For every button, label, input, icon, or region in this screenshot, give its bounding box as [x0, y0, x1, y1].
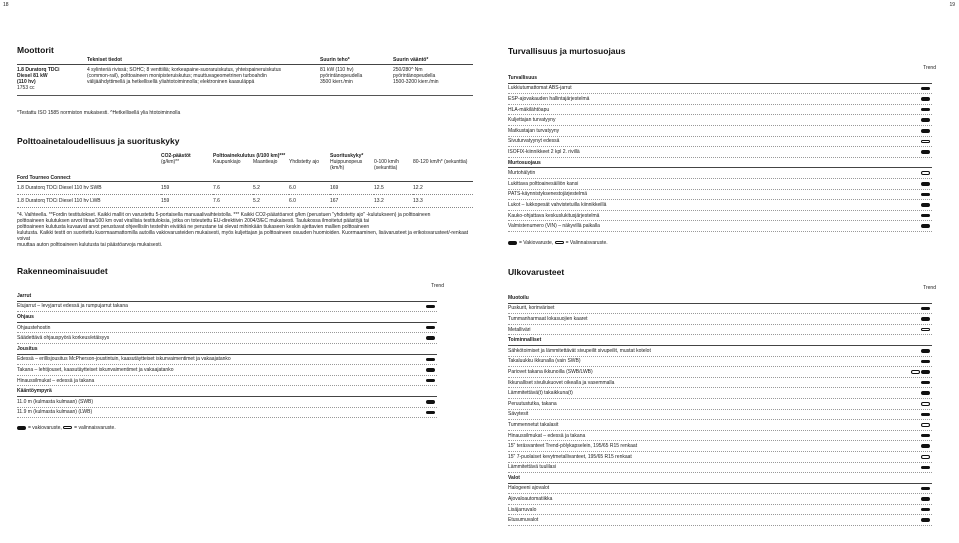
standard-marker-icon — [921, 360, 930, 364]
page-number-left: 18 — [3, 2, 9, 8]
fuel-note-line: *4. Vaihteella. **Fordin testitulokset. Kaikki mallit on varustettu 5-portaisella manuaalivaihteistolla. *** Kaikki CO2-päästöarvot g/km (perustuen "yhdistetty ajo" -kulutukseen) ja polttoaineen — [17, 212, 431, 218]
fuel-row-city: 7.6 — [213, 195, 253, 208]
item-label: Tummanharmaat lokasuojien kaaret — [508, 315, 588, 322]
list-item — [508, 431, 932, 442]
rakenne-list — [17, 291, 437, 418]
standard-marker-icon — [921, 129, 930, 133]
fuel-row-name: 1.8 Duratorq TDCi Diesel 110 hv SWB — [17, 182, 161, 195]
list-group-heading — [508, 73, 932, 84]
item-label: Lukkiutumattomat ABS-jarrut — [508, 85, 572, 92]
table-row — [17, 195, 473, 208]
standard-marker-icon — [921, 150, 930, 154]
item-label: Ohjaustehostin — [17, 324, 51, 331]
fuel-row-co2: 159 — [161, 182, 213, 195]
item-label: Matkustajan turvatyyny — [508, 127, 560, 134]
page-number-right: 19 — [949, 2, 955, 8]
standard-marker-icon — [508, 241, 517, 245]
engine-torque-line: pyörintänopeudella — [393, 73, 436, 79]
engine-name-line: 1.8 Duratorq TDCi — [17, 67, 60, 73]
standard-marker-icon — [921, 413, 930, 417]
item-label: Etusumuvalot — [508, 517, 539, 524]
standard-marker-icon — [921, 444, 930, 448]
list-item — [17, 376, 437, 387]
ulko-trend-label: Trend — [923, 285, 936, 291]
standard-marker-icon — [921, 108, 930, 112]
list-item — [508, 515, 932, 526]
fuel-note-line: polttoaineen kulutuksen arvot litraa/100 km ovat virallisia testituloksia, jotka on toteutettu EU-direktiivin 2004/3/EC mukaisesti. Taulukossa ilmoitetut päästöjä tai — [17, 218, 370, 224]
list-item — [508, 115, 932, 126]
standard-marker-icon — [921, 381, 930, 385]
standard-marker-icon — [921, 224, 930, 228]
item-label: Takana – lehtijouset, kaasutäytteiset iskunvaimentimet ja vakaajatanko — [17, 366, 174, 373]
list-group-heading — [508, 158, 932, 169]
list-item — [508, 494, 932, 505]
list-item — [508, 211, 932, 222]
fuel-row-co2: 159 — [161, 195, 213, 208]
fuel-header-city: Kaupunkiajo — [213, 159, 241, 165]
standard-marker-icon — [426, 368, 435, 372]
fuel-header-midrange: 80-120 km/h* (sekunttia) — [413, 159, 468, 165]
standard-marker-icon — [426, 336, 435, 340]
item-label: Puskurit, korinväriset — [508, 305, 555, 312]
list-group-heading — [508, 293, 932, 304]
item-label: Kauko-ohjattava keskuslukitusjärjestelmä — [508, 212, 600, 219]
list-group-heading — [17, 386, 437, 397]
engine-footnote: *Testattu ISO 1585 normiston mukaisesti. ^Hetkellisellä ylia htotoiminnolla — [17, 110, 181, 116]
standard-marker-icon — [921, 349, 930, 353]
optional-marker-icon — [921, 328, 930, 332]
group-label: Ohjaus — [17, 313, 34, 320]
engine-table — [17, 57, 473, 96]
rakenne-legend-text: = vakiovaruste, = valinnaisvaruste. — [28, 425, 116, 431]
item-label: Halogeeni ajovalot — [508, 485, 550, 492]
standard-marker-icon — [921, 487, 930, 491]
item-label: Sähkötoimiset ja lämmitettävät sivupeilit sivupeilit, mustat kotelot — [508, 347, 651, 354]
standard-marker-icon — [921, 391, 930, 395]
list-item — [508, 399, 932, 410]
engine-torque — [393, 65, 473, 92]
item-label: Peruutustutka, takana — [508, 400, 557, 407]
list-item — [17, 397, 437, 408]
item-label: Takaluukku ikkunalla (vain SWB) — [508, 358, 581, 365]
item-label: Valmistenumero (VIN) – näkyvillä paikalla — [508, 223, 600, 230]
list-item — [508, 84, 932, 95]
list-item — [508, 441, 932, 452]
item-label: Ikkunalliset sivuliukuovet oikealla ja vasemmalla — [508, 379, 615, 386]
item-label: HLA-mäkilähtöapu — [508, 106, 550, 113]
fuel-row-top-speed: 167 — [330, 195, 374, 208]
list-item — [508, 304, 932, 315]
optional-marker-icon — [63, 426, 72, 430]
fuel-row-acceleration: 12.5 — [374, 182, 413, 195]
standard-marker-icon — [426, 400, 435, 404]
list-item — [508, 378, 932, 389]
engine-name — [17, 65, 87, 92]
section-title-turva: Turvallisuus ja murtosuojaus — [508, 46, 626, 56]
list-item — [17, 323, 437, 334]
list-item — [508, 420, 932, 431]
engine-power — [320, 65, 393, 92]
fuel-row-midrange: 12.2 — [413, 182, 473, 195]
optional-marker-icon — [921, 402, 930, 406]
list-item — [508, 200, 932, 211]
standard-marker-icon — [426, 326, 435, 330]
item-label: ESP-ajovakauden hallintajärjestelmä — [508, 95, 590, 102]
standard-and-optional-marker-icon — [911, 370, 930, 374]
engine-tech-line: 4 sylinteriä rivissä; SOHC; 8 venttiiliä; korkeapaine-suoraruiskutus, yhteispaineruiskutus — [87, 67, 281, 73]
list-group-heading — [17, 312, 437, 323]
item-label: Edessä – erillisjousitus McPherson-joustintuin, kaasutäytteiset iskunvaimentimet ja vakaajatanko — [17, 356, 231, 363]
list-item — [508, 325, 932, 336]
list-item — [17, 333, 437, 344]
fuel-header-top-speed: Huippunopeus (km/h) — [330, 159, 363, 171]
engine-torque-line: 1500-3200 kierr./min — [393, 79, 439, 85]
turva-legend-text: = Vakiovaruste, = Valinnaisvaruste. — [519, 240, 608, 246]
item-label: Sivuturvatyynyt edessä — [508, 138, 560, 145]
group-label: Jousitus — [17, 345, 38, 352]
group-label: Muotoilu — [508, 294, 529, 301]
engine-header-blank — [17, 57, 87, 65]
fuel-row-combined: 6.0 — [289, 182, 330, 195]
standard-marker-icon — [426, 358, 435, 362]
engine-tech-line: (common-rail), polttoaineen monipisteruiskutus; muuttuvageometrinen turboahdin — [87, 73, 267, 79]
list-item — [508, 484, 932, 495]
list-group-heading — [508, 335, 932, 346]
list-item — [508, 190, 932, 201]
engine-name-line: Diesel 81 kW — [17, 73, 48, 79]
standard-marker-icon — [921, 97, 930, 101]
rakenne-legend — [17, 425, 116, 431]
optional-marker-icon — [921, 171, 930, 175]
item-label: 15" teräsvanteet Trend-pölykapselein, 195/65 R15 renkaat — [508, 443, 638, 450]
list-item — [508, 314, 932, 325]
fuel-row-name: 1.8 Duratorq TDCi Diesel 110 hv LWB — [17, 195, 161, 208]
standard-marker-icon — [426, 305, 435, 309]
turva-list — [508, 73, 932, 232]
fuel-row-highway: 5.2 — [253, 195, 289, 208]
item-label: Etujarrut – levyjarrut edessä ja rumpujarrut takana — [17, 303, 128, 310]
standard-marker-icon — [921, 518, 930, 522]
item-label: Tummennetut takalasit — [508, 421, 559, 428]
list-item — [508, 388, 932, 399]
standard-marker-icon — [921, 434, 930, 438]
group-label: Jarrut — [17, 292, 32, 299]
list-item — [508, 137, 932, 148]
standard-marker-icon — [921, 497, 930, 501]
standard-marker-icon — [17, 426, 26, 430]
optional-marker-icon — [921, 140, 930, 144]
fuel-header-co2: CO2-päästöt — [161, 153, 191, 159]
list-item — [17, 365, 437, 376]
optional-marker-icon — [921, 455, 930, 459]
item-label: Lukot – lukkopesät vahvistetuilla kiinnikkeillä — [508, 201, 607, 208]
turva-legend — [508, 240, 608, 246]
item-label: 11.9 m (kulmasta kulmaan) (LWB) — [17, 409, 93, 416]
fuel-header-acceleration: 0-100 km/h (sekunttia) — [374, 159, 400, 171]
optional-marker-icon — [555, 241, 564, 245]
list-group-heading — [17, 344, 437, 355]
item-label: Murtohälytin — [508, 170, 536, 177]
standard-marker-icon — [921, 508, 930, 512]
item-label: Kuljettajan turvatyyny — [508, 117, 556, 124]
item-label: Ajovaloautomatiikka — [508, 496, 553, 503]
standard-marker-icon — [921, 466, 930, 470]
list-item — [508, 367, 932, 378]
list-item — [508, 126, 932, 137]
engine-name-line: (110 hv) — [17, 79, 36, 85]
item-label: PATS-käynnistyksenestojärjestelmä — [508, 191, 588, 198]
engine-power-line: pyörintänopeudella — [320, 73, 363, 79]
engine-header-power: Suurin teho* — [320, 57, 393, 65]
standard-marker-icon — [921, 317, 930, 321]
fuel-notes — [17, 212, 473, 248]
engine-header-tech: Tekniset tiedot — [87, 57, 320, 65]
group-label: Turvallisuus — [508, 74, 538, 81]
item-label: Pariovet takana ikkunoilla (SWB/LWB) — [508, 368, 593, 375]
table-row — [17, 182, 473, 195]
fuel-row-acceleration: 13.2 — [374, 195, 413, 208]
list-item — [17, 408, 437, 419]
section-title-rakenne: Rakenneominaisuudet — [17, 266, 108, 276]
item-label: Hinaussilmukat – edessä ja takana — [508, 432, 586, 439]
fuel-group-label: Ford Tourneo Connect — [17, 171, 473, 182]
list-item — [508, 463, 932, 474]
item-label: Lisäjarruvalo — [508, 506, 537, 513]
section-title-ulko: Ulkovarusteet — [508, 267, 565, 277]
list-item — [17, 355, 437, 366]
list-item — [508, 105, 932, 116]
standard-marker-icon — [921, 307, 930, 311]
optional-marker-icon — [921, 423, 930, 427]
list-item — [508, 168, 932, 179]
standard-marker-icon — [426, 379, 435, 383]
item-label: Lukittava polttoainesäiliön kansi — [508, 180, 579, 187]
standard-marker-icon — [921, 87, 930, 91]
item-label: Hinaussilmukat – edessä ja takana — [17, 377, 95, 384]
fuel-row-combined: 6.0 — [289, 195, 330, 208]
rakenne-trend-label: Trend — [431, 283, 444, 289]
item-label: Sävytesit — [508, 411, 529, 418]
engine-power-line: 81 kW (110 hv) — [320, 67, 354, 73]
fuel-table — [17, 153, 473, 208]
turva-trend-label: Trend — [923, 65, 936, 71]
list-item — [508, 410, 932, 421]
engine-table-rule — [17, 95, 473, 96]
item-label: Säädettävä ohjauspyörä korkeus/etäisyys — [17, 335, 110, 342]
fuel-row-top-speed: 169 — [330, 182, 374, 195]
list-item — [508, 346, 932, 357]
fuel-header-co2-unit: (g/km)** — [161, 159, 180, 165]
engine-tech-line: välijäähdyttimellä ja hetkellisellä yliahtotoiminnolla; elektroninen kaasuläppä — [87, 79, 255, 85]
fuel-header-consumption: Polttoainekulutus (l/100 km)*** — [213, 153, 286, 159]
standard-marker-icon — [921, 193, 930, 197]
group-label: Toiminnalliset — [508, 337, 542, 344]
fuel-row-city: 7.6 — [213, 182, 253, 195]
item-label: Lämmitettävä(t) takaikkuna(t) — [508, 390, 573, 397]
fuel-note-line: muuttaa auton polttoaineen kulutusta tai päästöarvoja mukaisesti. — [17, 242, 163, 248]
list-item — [508, 94, 932, 105]
fuel-row-highway: 5.2 — [253, 182, 289, 195]
standard-marker-icon — [921, 118, 930, 122]
item-label: Lämmitettävä tuulilasi — [508, 464, 557, 471]
list-item — [508, 147, 932, 158]
fuel-header-combined: Yhdistetty ajo — [289, 159, 320, 165]
item-label: Metalliväri — [508, 326, 531, 333]
ulko-list — [508, 293, 932, 526]
list-item — [508, 357, 932, 368]
engine-tech — [87, 65, 320, 92]
list-group-heading — [508, 473, 932, 484]
engine-name-line: 1753 cc — [17, 85, 35, 91]
section-title-fuel: Polttoainetaloudellisuus ja suorituskyky — [17, 136, 180, 146]
item-label: 15" 7-puolaiset kevytmetallivanteet, 195/65 R15 renkaat — [508, 453, 632, 460]
group-label: Murtosuojaus — [508, 159, 541, 166]
list-item — [508, 452, 932, 463]
fuel-row-midrange: 13.3 — [413, 195, 473, 208]
item-label: 11.0 m (kulmasta kulmaan) (SWB) — [17, 398, 94, 405]
fuel-note-line: kulutusta. Kaikki testit on suoritettu kuormaamattomilla autoilla vakiovarusteiden mukaisesti, myös kuljettajan ja polttoaineen osuuden huomioiden. Kuormaaminen, lisävarusteet ja erikoisvarusteet/-renkaat voivat — [17, 230, 469, 242]
engine-torque-line: 250/280^ Nm — [393, 67, 423, 73]
item-label: ISOFIX-kiinnikkeet 2 kpl 2. rivillä — [508, 148, 580, 155]
engine-power-line: 3500 kierr./min — [320, 79, 353, 85]
section-title-moottorit: Moottorit — [17, 45, 54, 55]
fuel-header-performance: Suorituskyky* — [330, 153, 364, 159]
engine-header-torque: Suurin vääntö* — [393, 57, 473, 65]
fuel-header-highway: Maantieajo — [253, 159, 278, 165]
fuel-note-line: polttoaineen kulutusta kuvaavat arvot perustuvat ohjeellisiin testeihin eivätkä ne perustane tai olevat mihinkään tiukaseen keskin ajettavien mallien polttoaineen — [17, 224, 370, 230]
group-label: Valot — [508, 474, 520, 481]
list-group-heading — [17, 291, 437, 302]
list-item — [508, 179, 932, 190]
list-item — [508, 221, 932, 232]
standard-marker-icon — [921, 203, 930, 207]
standard-marker-icon — [426, 411, 435, 415]
standard-marker-icon — [921, 214, 930, 218]
standard-marker-icon — [921, 182, 930, 186]
list-item — [17, 302, 437, 313]
list-item — [508, 505, 932, 516]
group-label: Kääntöympyrä — [17, 388, 52, 395]
